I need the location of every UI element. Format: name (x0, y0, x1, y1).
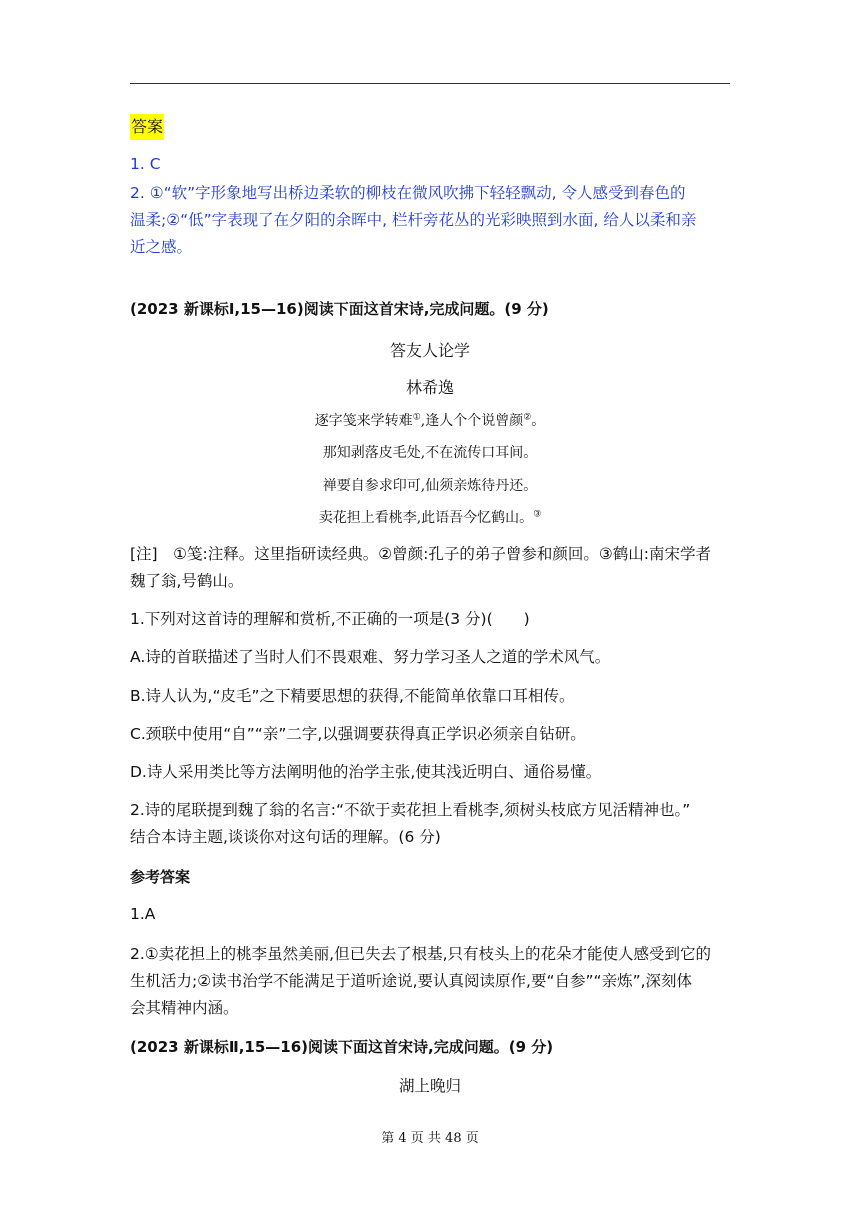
option-b: B.诗人认为,“皮毛”之下精要思想的获得,不能简单依靠口耳相传。 (130, 687, 575, 705)
section2-heading: (2023 新课标Ⅱ,15—16)阅读下面这首宋诗,完成问题。(9 分) (130, 1038, 554, 1056)
option-d: D.诗人采用类比等方法阐明他的治学主张,使其浅近明白、通俗易懂。 (130, 763, 602, 781)
note-line1: [注] ①笺:注释。这里指研读经典。②曾颜:孔子的弟子曾参和颜回。③鹤山:南宋学者 (130, 545, 711, 563)
poem-line-4: 卖花担上看桃李,此语吾今忆鹤山。③ (318, 509, 542, 526)
answer-2-line3: 近之感。 (130, 238, 193, 256)
page-footer: 第 4 页 共 48 页 (381, 1131, 479, 1146)
reference-answer-2-line1: 2.①卖花担上的桃李虽然美丽,但已失去了根基,只有枝头上的花朵才能使人感受到它的 (130, 945, 712, 963)
question-2-line1: 2.诗的尾联提到魏了翁的名言:“不欲于卖花担上看桃李,须树头枝底方见活精神也。” (130, 801, 691, 819)
reference-answer-1: 1.A (130, 905, 156, 923)
reference-answer-2-line2: 生机活力;②读书治学不能满足于道听途说,要认真阅读原作,要“自参”“亲炼”,深刻体 (130, 972, 693, 990)
answer-2-line1: 2. ①“软”字形象地写出桥边柔软的柳枝在微风吹拂下轻轻飘动, 令人感受到春色的 (130, 184, 686, 202)
header-rule (130, 83, 730, 84)
poem-line-2: 那知剥落皮毛处,不在流传口耳间。 (322, 445, 538, 461)
answer-2-line2: 温柔;②“低”字表现了在夕阳的余晖中, 栏杆旁花丛的光彩映照到水面, 给人以柔和亲 (130, 211, 697, 229)
reference-answer-label: 参考答案 (130, 868, 191, 886)
reference-answer-2-line3: 会其精神内涵。 (130, 999, 239, 1017)
section1-heading: (2023 新课标Ⅰ,15—16)阅读下面这首宋诗,完成问题。(9 分) (130, 300, 549, 318)
note-line2: 魏了翁,号鹤山。 (130, 572, 244, 590)
poem-author: 林希逸 (405, 378, 454, 397)
answer-1: 1. C (130, 155, 161, 173)
poem-line-1: 逐字笺来学转难①,逢人个个说曾颜②。 (314, 412, 546, 429)
question-1: 1.下列对这首诗的理解和赏析,不正确的一项是(3 分)( ) (130, 610, 530, 628)
option-a: A.诗的首联描述了当时人们不畏艰难、努力学习圣人之道的学术风气。 (130, 648, 611, 666)
question-2-line2: 结合本诗主题,谈谈你对这句话的理解。(6 分) (130, 828, 441, 846)
poem-line-3: 禅要自参求印可,仙须亲炼待丹还。 (322, 478, 538, 494)
section2-poem-title: 湖上晚归 (398, 1077, 461, 1095)
poem-title: 答友人论学 (389, 341, 470, 360)
option-c: C.颈联中使用“自”“亲”二字,以强调要获得真正学识必须亲自钻研。 (130, 725, 586, 743)
answer-label: 答案 (130, 114, 164, 140)
